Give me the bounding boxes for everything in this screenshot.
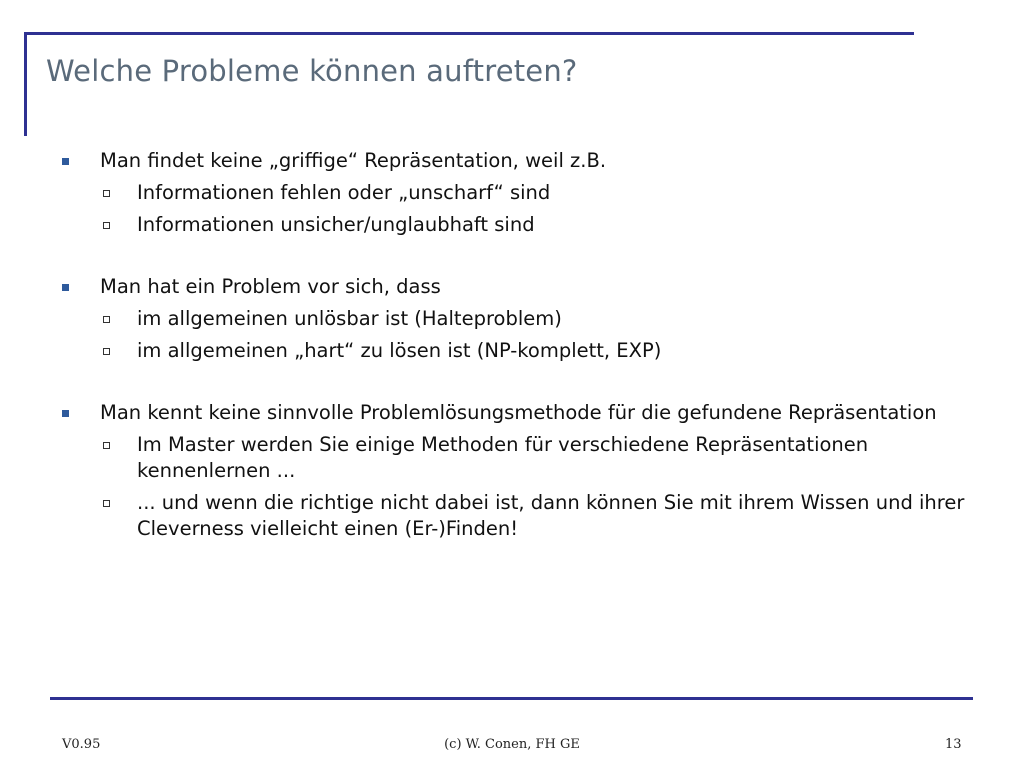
title-frame-left-rule <box>24 32 27 136</box>
footer-rule <box>50 697 973 700</box>
subbullet-text: ... und wenn die richtige nicht dabei ist, dann können Sie mit ihrem Wissen und ihrer Cleverness vielleicht einen (Er-)Finden! <box>137 491 965 540</box>
title-frame-top-rule <box>24 32 914 35</box>
subbullet-text: Im Master werden Sie einige Methoden für verschiedene Repräsentationen kennenlernen ... <box>137 433 869 482</box>
hollow-square-bullet-icon <box>103 316 110 323</box>
subbullet-text: im allgemeinen „hart“ zu lösen ist (NP-komplett, EXP) <box>137 339 662 362</box>
subbullet-3-2 <box>137 490 987 542</box>
bullet-1 <box>100 148 980 174</box>
hollow-square-bullet-icon <box>103 442 110 449</box>
bullet-text: Man findet keine „griffige“ Repräsentation, weil z.B. <box>100 149 607 172</box>
subbullet-2-2 <box>137 338 987 364</box>
subbullet-text: Informationen fehlen oder „unscharf“ sind <box>137 181 551 204</box>
hollow-square-bullet-icon <box>103 348 110 355</box>
hollow-square-bullet-icon <box>103 190 110 197</box>
hollow-square-bullet-icon <box>103 500 110 507</box>
slide-title: Welche Probleme können auftreten? <box>46 54 578 88</box>
bullet-text: Man kennt keine sinnvolle Problemlösungsmethode für die gefundene Repräsentation <box>100 401 937 424</box>
bullet-text: Man hat ein Problem vor sich, dass <box>100 275 441 298</box>
square-bullet-icon <box>62 284 69 291</box>
slide-body <box>0 148 1024 542</box>
subbullet-2-1 <box>137 306 987 332</box>
square-bullet-icon <box>62 410 69 417</box>
subbullet-1-2 <box>137 212 987 238</box>
subbullet-text: Informationen unsicher/unglaubhaft sind <box>137 213 535 236</box>
footer-version: V0.95 <box>62 737 101 752</box>
hollow-square-bullet-icon <box>103 222 110 229</box>
subbullet-text: im allgemeinen unlösbar ist (Halteproblem) <box>137 307 562 330</box>
square-bullet-icon <box>62 158 69 165</box>
footer-copyright: (c) W. Conen, FH GE <box>444 737 580 752</box>
bullet-2 <box>100 274 980 300</box>
subbullet-1-1 <box>137 180 987 206</box>
footer-page-number: 13 <box>945 737 962 752</box>
subbullet-3-1 <box>137 432 987 484</box>
bullet-3 <box>100 400 980 426</box>
